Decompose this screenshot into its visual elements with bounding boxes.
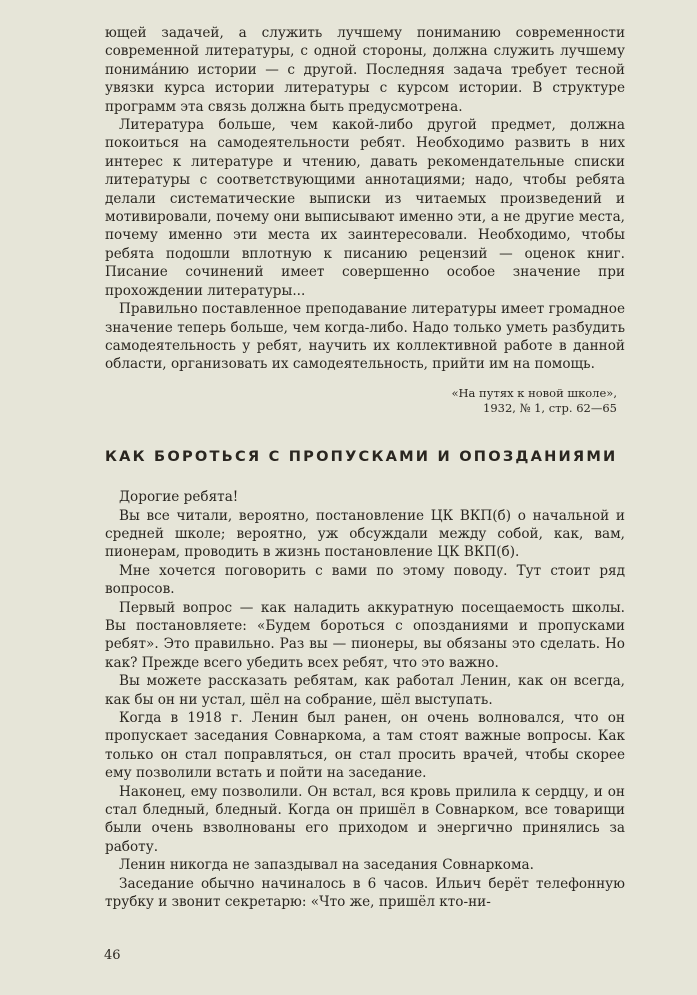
source-citation (105, 386, 625, 416)
paragraph-top-3: Правильно поставленное преподавание литературы имеет громадное значение теперь больше, чем когда-либо. Надо только уметь разбудить самодеятельность у ребят, научить их коллективной работе в данной области, организовать их самодеятельность, прийти им на помощь. (105, 301, 625, 373)
paragraph-2: Мне хочется поговорить с вами по этому поводу. Тут стоит ряд вопросов. (105, 562, 625, 598)
greeting: Дорогие ребята! (119, 489, 239, 506)
paragraph-top-1: ющей задачей, а служить лучшему пониманию современности современной литературы, с одной стороны, должна служить лучшему понимáнию истории — с другой. Последняя задача требует тесной увязки курса истории литературы с курсом истории. В структуре программ эта связь должна быть предусмотрена. (105, 25, 625, 115)
paragraph-7: Ленин никогда не запаздывал на заседания Совнаркома. (119, 857, 534, 874)
paragraph-top-2: Литература больше, чем какой-либо другой предмет, должна покоиться на самодеятельности ребят. Необходимо развить в них интерес к литературе и чтению, давать рекомендательные списки литературы с соответствующими аннотациями; надо, чтобы ребята делали систематические выписки из читаемых произведений и мотивировали, почему они выписывают именно эти, а не другие места, почему именно эти места их заинтересовали. Необходимо, чтобы ребята подошли вплотную к писанию рецензий — оценок книг. Писание сочинений имеет совершенно особое значение при прохождении литературы... (105, 117, 625, 299)
paragraph-4: Вы можете рассказать ребятам, как работал Ленин, как он всегда, как бы он ни устал, шёл на собрание, шёл выступать. (105, 673, 625, 708)
paragraph-5: Когда в 1918 г. Ленин был ранен, он очень волновался, что он пропускает заседания Совнаркома, а там стоят важные вопросы. Как только он стал поправляться, он стал просить врачей, чтобы скорее ему позволили встать и пойти на заседание. (105, 710, 625, 782)
citation-line-1: «На путях к новой школе», (451, 385, 617, 400)
paragraph-8: Заседание обычно начиналось в 6 часов. Ильич берёт телефонную трубку и звонит секретарю: «Что же, пришёл кто-ни- (105, 875, 625, 911)
text-column (105, 24, 625, 911)
section-heading: КАК БОРОТЬСЯ С ПРОПУСКАМИ И ОПОЗДАНИЯМИ (105, 447, 618, 465)
paragraph-6: Наконец, ему позволили. Он встал, вся кровь прилила к сердцу, и он стал бледный, бледный. Когда он пришёл в Совнарком, все товарищи были очень взволнованы его приходом и энергично принялись за работу. (105, 783, 625, 855)
paragraph-1: Вы все читали, вероятно, постановление ЦК ВКП(б) о начальной и средней школе; вероятно, уж обсуждали между собой, как, вам, пионерам, проводить в жизнь постановление ЦК ВКП(б). (105, 507, 625, 561)
citation-line-2: 1932, № 1, стр. 62—65 (483, 400, 617, 415)
page-number: 46 (104, 948, 121, 963)
paragraph-3: Первый вопрос — как наладить аккуратную посещаемость школы. Вы постановляете: «Будем бороться с опозданиями и пропусками ребят». Это правильно. Раз вы — пионеры, вы обязаны это сделать. Но как? Прежде всего убедить всех ребят, что это важно. (105, 599, 625, 671)
